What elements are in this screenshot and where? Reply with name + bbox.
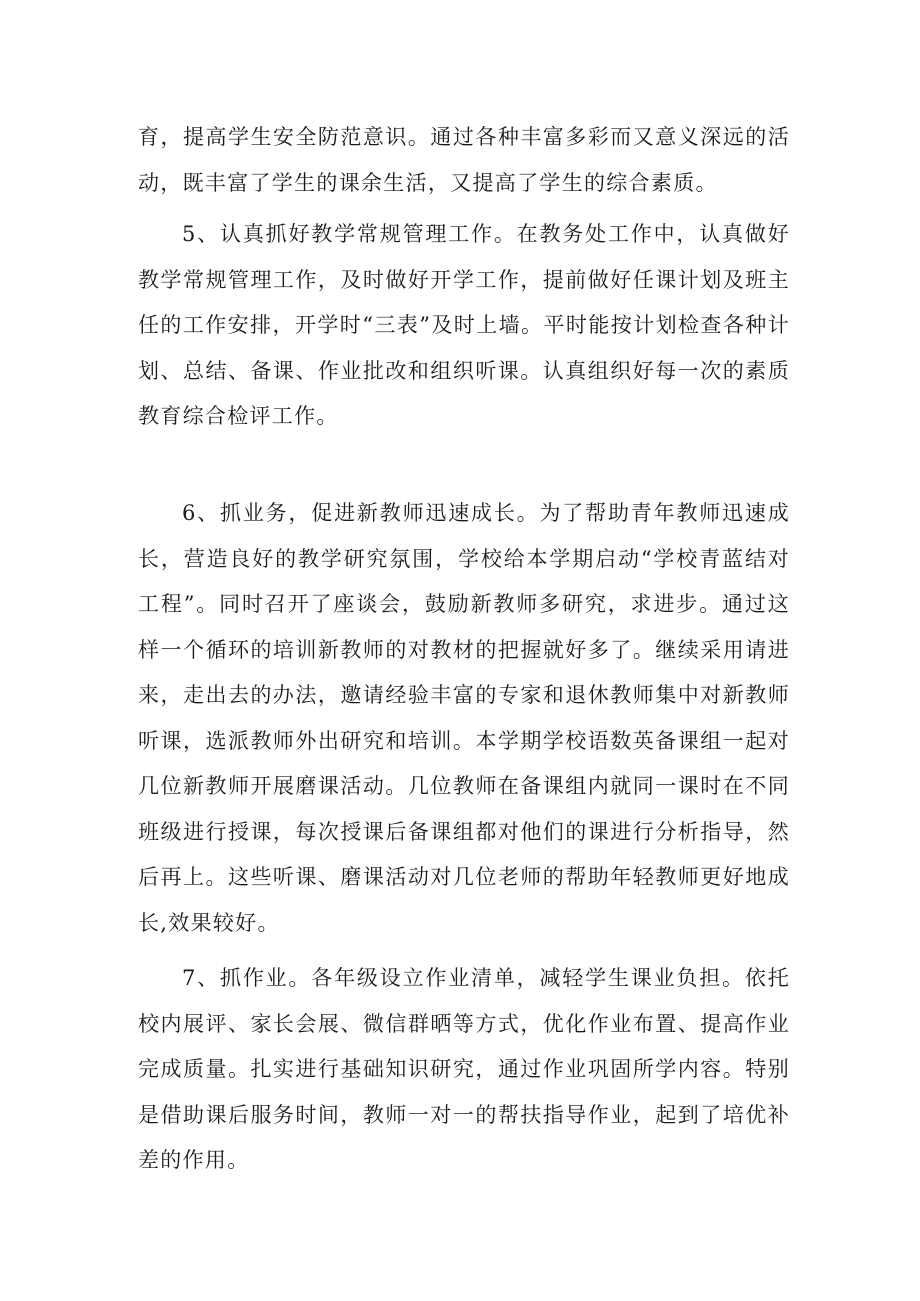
paragraph-item-5: 5、认真抓好教学常规管理工作。在教务处工作中，认真做好教学常规管理工作，及时做好开学工作，提前做好任课计划及班主任的工作安排，开学时“三表”及时上墙。平时能按计划检查各种计划、总结、备课、作业批改和组织听课。认真组织好每一次的素质教育综合检评工作。 — [138, 222, 790, 428]
paragraph-item-7: 7、抓作业。各年级设立作业清单，减轻学生课业负担。依托校内展评、家长会展、微信群晒等方式，优化作业布置、提高作业完成质量。扎实进行基础知识研究，通过作业巩固所学内容。特别是借助课后服务时间，教师一对一的帮扶指导作业，起到了培优补差的作用。 — [138, 966, 790, 1172]
paragraph-continuation: 育，提高学生安全防范意识。通过各种丰富多彩而又意义深远的活动，既丰富了学生的课余生活，又提高了学生的综合素质。 — [138, 125, 790, 195]
paragraph-item-6: 6、抓业务，促进新教师迅速成长。为了帮助青年教师迅速成长，营造良好的教学研究氛围，学校给本学期启动“学校青蓝结对工程”。同时召开了座谈会，鼓励新教师多研究，求进步。通过这样一个循环的培训新教师的对教材的把握就好多了。继续采用请进来，走出去的办法，邀请经验丰富的专家和退休教师集中对新教师听课，选派教师外出研究和培训。本学期学校语数英备课组一起对几位新教师开展磨课活动。几位教师在备课组内就同一课时在不同班级进行授课，每次授课后备课组都对他们的课进行分析指导，然后再上。这些听课、磨课活动对几位老师的帮助年轻教师更好地成长,效果较好。 — [138, 501, 790, 935]
